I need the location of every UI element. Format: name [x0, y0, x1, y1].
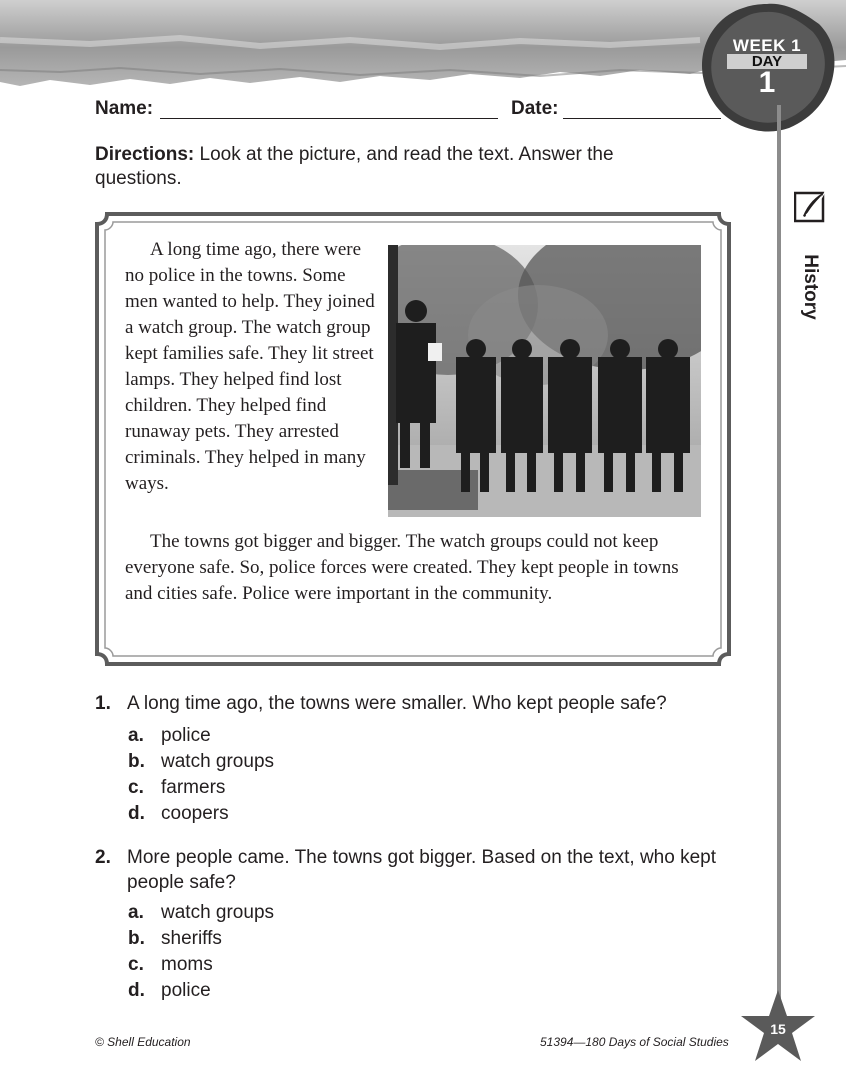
option-letter: b. — [128, 928, 145, 949]
historic-police-photo — [388, 245, 701, 517]
answer-option[interactable] — [128, 978, 211, 1004]
option-text: farmers — [161, 777, 226, 798]
date-label: Date: — [511, 98, 559, 119]
question-number: 1. — [95, 693, 111, 714]
footer-book-title: 51394—180 Days of Social Studies — [540, 1035, 729, 1049]
passage-paragraph-1-text: A long time ago, there were no police in the towns. Some men wanted to help. They joined a watch group. The watch group kept families safe. They lit street lamps. They helped find lost children. They helped find runaway pets. They arrested criminals. They helped in many ways. — [125, 239, 375, 494]
subject-label: History — [800, 254, 821, 320]
passage-paragraph-2-text: The towns got bigger and bigger. The watch groups could not keep everyone safe. So, police forces were created. They kept people in towns and cities safe. Police were important in the community. — [125, 531, 679, 604]
option-text: police — [161, 980, 211, 1001]
answer-option[interactable] — [128, 801, 229, 827]
passage-paragraph-2 — [125, 529, 690, 607]
option-letter: c. — [128, 954, 144, 975]
question-2 — [95, 845, 735, 895]
directions-label: Directions: — [95, 144, 195, 165]
page-number: 15 — [770, 1021, 786, 1037]
date-field[interactable] — [563, 118, 721, 119]
option-letter: c. — [128, 777, 144, 798]
option-letter: d. — [128, 980, 145, 1001]
directions — [95, 143, 655, 191]
day-label: DAY — [751, 53, 783, 70]
option-letter: b. — [128, 751, 145, 772]
option-text: police — [161, 725, 211, 746]
answer-option[interactable] — [128, 775, 225, 801]
option-letter: a. — [128, 902, 144, 923]
week-label: WEEK 1 — [732, 36, 802, 55]
option-text: watch groups — [161, 902, 275, 923]
answer-option[interactable] — [128, 926, 222, 952]
passage-paragraph-1 — [125, 237, 380, 497]
quill-pen-icon — [794, 190, 828, 224]
option-letter: a. — [128, 725, 144, 746]
option-text: sheriffs — [161, 928, 222, 949]
answer-option[interactable] — [128, 749, 274, 775]
option-text: coopers — [161, 803, 229, 824]
question-text: More people came. The towns got bigger. Based on the text, who kept people safe? — [127, 847, 717, 893]
option-text: moms — [161, 954, 213, 975]
option-letter: d. — [128, 803, 145, 824]
day-number: 1 — [758, 66, 776, 99]
name-field[interactable] — [160, 118, 498, 119]
week-day-badge — [697, 0, 837, 136]
answer-option[interactable] — [128, 952, 213, 978]
question-number: 2. — [95, 847, 111, 868]
option-text: watch groups — [161, 751, 275, 772]
side-divider — [777, 105, 781, 1005]
answer-option[interactable] — [128, 900, 274, 926]
question-text: A long time ago, the towns were smaller. Who kept people safe? — [127, 693, 667, 714]
directions-text: Look at the picture, and read the text. Answer the questions. — [95, 144, 614, 189]
name-label: Name: — [95, 98, 154, 119]
answer-option[interactable] — [128, 723, 211, 749]
footer-copyright: © Shell Education — [95, 1035, 191, 1049]
